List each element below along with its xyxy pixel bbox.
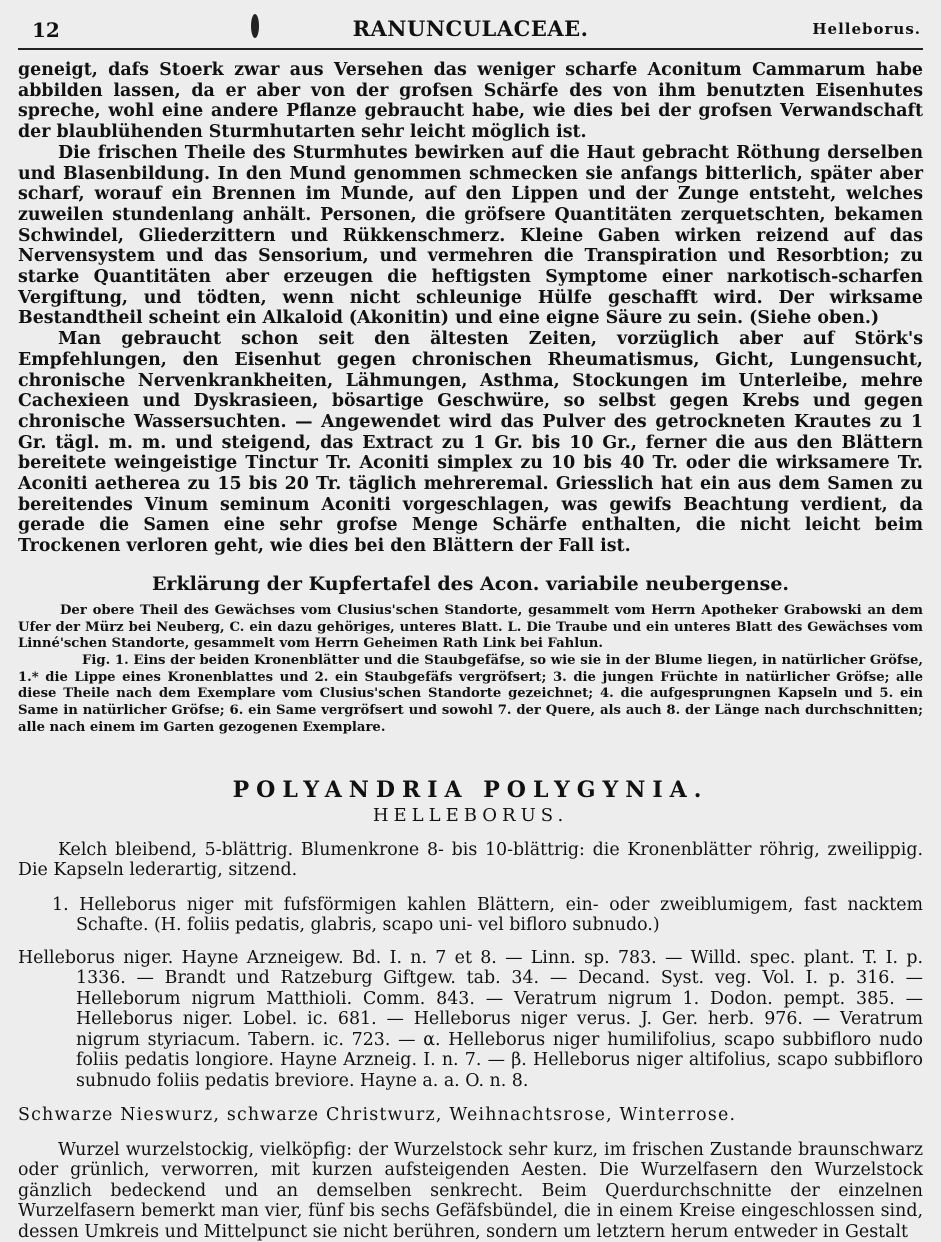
genus-title: HELLEBORUS.: [18, 805, 923, 826]
running-right-header: Helleborus.: [812, 20, 921, 38]
class-title: POLYANDRIA POLYGYNIA.: [18, 777, 923, 803]
paragraph-2: Die frischen Theile des Sturmhutes bewirken auf die Haut gebracht Röthung derselben und Blasenbildung. In den Mund genommen schmecken sie anfangs bitterlich, später aber scharf, worauf ein Brennen im Munde, auf den Lippen und der Zunge entsteht, welches zuweilen stundenlang anhält. Personen, die gröfsere Quantitäten zerquetschten, bekamen Schwindel, Gliederzittern und Rükkenschmerz. Kleine Gaben wirken reizend auf das Nervensystem und das Sensorium, und vermehren die Transpiration und Resorbtion; zu starke Quantitäten aber erzeugen die heftigsten Symptome einer narkotisch-scharfen Vergiftung, und tödten, wenn nicht schleunige Hülfe geschafft wird. Der wirksame Bestandtheil scheint ein Alkaloid (Akonitin) und eine eigne Säure zu sein. (Siehe oben.): [18, 143, 923, 329]
plate-heading: Erklärung der Kupfertafel des Acon. variabile neubergense.: [18, 573, 923, 595]
running-header: [18, 8, 923, 50]
root-description: Wurzel wurzelstockig, vielköpfig: der Wurzelstock sehr kurz, im frischen Zustande braunschwarz oder grünlich, verworren, mit kurzen aufsteigenden Aesten. Die Wurzelfasern den Wurzelstock gänzlich bedeckend und an demselben senkrecht. Beim Querdurchschnitte der einzelnen Wurzelfasern bemerkt man vier, fünf bis sechs Gefäfsbündel, die in einem Kreise eingeschlossen sind, dessen Umkreis und Mittelpunct sie nicht berühren, sondern um letztern herum entweder in Gestalt: [18, 1140, 923, 1242]
plate-paragraph-2: Fig. 1. Eins der beiden Kronenblätter und die Staubgefäfse, so wie sie in der Blume liegen, in natürlicher Gröfse, 1.* die Lippe eines Kronenblattes und 2. ein Staubgefäfs vergröfsert; 3. die jungen Früchte in natürlicher Gröfse; alle diese Theile nach dem Exemplare vom Clusius'schen Standorte gezeichnet; 4. die aufgesprungnen Kapseln und 5. ein Same in natürlicher Gröfse; 6. ein Same vergröfsert und sowohl 7. der Quere, als auch 8. der Länge nach durchschnitten; alle nach einem im Garten gezogenen Exemplare.: [18, 653, 923, 737]
helleborus-text: [18, 840, 923, 1242]
paragraph-1: geneigt, dafs Stoerk zwar aus Versehen das weniger scharfe Aconitum Cammarum habe abbilden lassen, da er aber von der grofsen Schärfe des von ihm benutzten Eisenhutes spreche, wohl eine andere Pflanze gebraucht habe, wie dies bei der grofsen Verwandschaft der blaublühenden Sturmhutarten sehr leicht möglich ist.: [18, 60, 923, 143]
common-names: Schwarze Nieswurz, schwarze Christwurz, Weihnachtsrose, Winterrose.: [18, 1105, 923, 1126]
species-synonymy: Helleborus niger. Hayne Arzneigew. Bd. I. n. 7 et 8. — Linn. sp. 783. — Willd. spec. plant. T. I. p. 1336. — Brandt und Ratzeburg Giftgew. tab. 34. — Decand. Syst. veg. Vol. I. p. 316. — Helleborum nigrum Matthioli. Comm. 843. — Veratrum nigrum 1. Dodon. pempt. 385. — Helleborus niger. Lobel. ic. 681. — Helleborus niger verus. J. Ger. herb. 976. — Veratrum nigrum styriacum. Tabern. ic. 723. — α. Helleborus niger humilifolius, scapo subbifloro nudo foliis pedatis longiore. Hayne Arzneig. I. n. 7. — β. Helleborus niger altifolius, scapo subbifloro subnudo foliis pedatis breviore. Hayne a. a. O. n. 8.: [18, 948, 923, 1092]
book-page: [18, 8, 923, 1242]
genus-diagnosis: Kelch bleibend, 5-blättrig. Blumenkrone 8- bis 10-blättrig: die Kronenblätter röhrig, zweilippig. Die Kapseln lederartig, sitzend.: [18, 840, 923, 881]
plate-paragraph-1: Der obere Theil des Gewächses vom Clusius'schen Standorte, gesammelt vom Herrn Apotheker Grabowski an dem Ufer der Mürz bei Neuberg, C. ein dazu gehöriges, unteres Blatt. L. Die Traube und ein unteres Blatt des Gewächses vom Linné'schen Standorte, gesammelt vom Herrn Geheimen Rath Link bei Fahlun.: [18, 603, 923, 653]
paragraph-3: Man gebraucht schon seit den ältesten Zeiten, vorzüglich aber auf Störk's Empfehlungen, den Eisenhut gegen chronischen Rheumatismus, Gicht, Lungensucht, chronische Nervenkrankheiten, Lähmungen, Asthma, Stockungen im Unterleibe, mehre Cachexieen und Dyskrasieen, bösartige Geschwüre, so selbst gegen Krebs und gegen chronische Wassersuchten. — Angewendet wird das Pulver des getrockneten Krautes zu 1 Gr. tägl. m. m. und steigend, das Extract zu 1 Gr. bis 10 Gr., ferner die aus den Blättern bereitete weingeistige Tinctur Tr. Aconiti simplex zu 10 bis 40 Tr. oder die wirksamere Tr. Aconiti aetherea zu 15 bis 20 Tr. täglich mehreremal. Griesslich hat ein aus dem Samen zu bereitendes Vinum seminum Aconiti vorgeschlagen, was gewifs Beachtung verdient, da gerade die Samen eine sehr grofse Menge Schärfe enthalten, die nicht leicht beim Trockenen verloren geht, wie dies bei den Blättern der Fall ist.: [18, 329, 923, 557]
aconitum-text: [18, 60, 923, 557]
plate-explanation: [18, 603, 923, 737]
page-number: 12: [32, 18, 60, 42]
running-title: RANUNCULACEAE.: [18, 16, 923, 41]
species-entry: 1. Helleborus niger mit fufsförmigen kahlen Blättern, ein- oder zweiblumigem, fast nacktem Schafte. (H. foliis pedatis, glabris, scapo uni- vel bifloro subnudo.): [18, 895, 923, 936]
